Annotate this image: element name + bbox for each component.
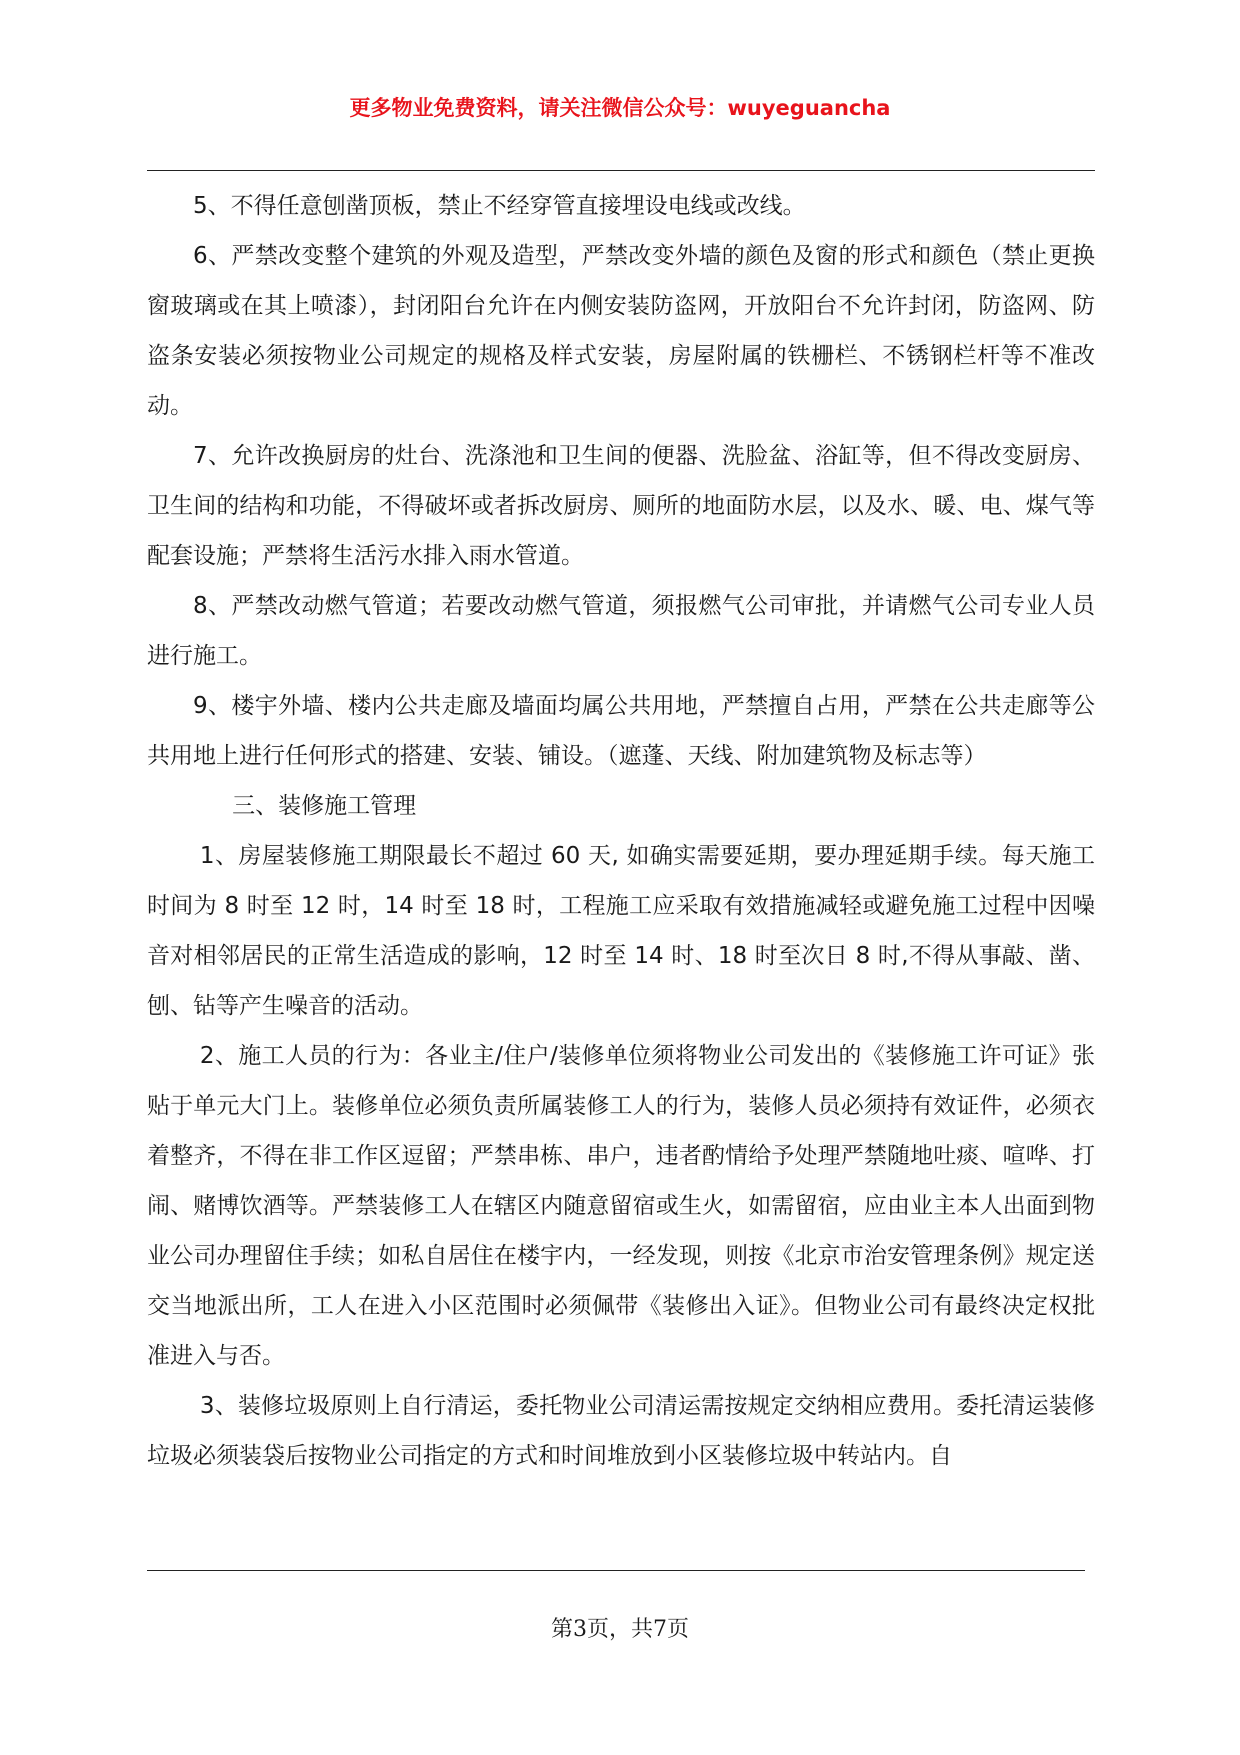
paragraph-item-7: 7、允许改换厨房的灶台、洗涤池和卫生间的便器、洗脸盆、浴缸等，但不得改变厨房、卫生间的结构和功能，不得破坏或者拆改厨房、厕所的地面防水层，以及水、暖、电、煤气等配套设施；严禁将生活污水排入雨水管道。 [147, 443, 1095, 569]
paragraph-item-9: 9、楼宇外墙、楼内公共走廊及墙面均属公共用地，严禁擅自占用，严禁在公共走廊等公共用地上进行任何形式的搭建、安装、铺设。（遮蓬、天线、附加建筑物及标志等） [147, 693, 1095, 769]
paragraph-item-8: 8、严禁改动燃气管道；若要改动燃气管道，须报燃气公司审批，并请燃气公司专业人员进行施工。 [147, 593, 1095, 669]
paragraph-waste-removal: 3、装修垃圾原则上自行清运，委托物业公司清运需按规定交纳相应费用。委托清运装修垃圾必须装袋后按物业公司指定的方式和时间堆放到小区装修垃圾中转站内。自 [147, 1393, 1095, 1469]
footer-rule [147, 1570, 1085, 1571]
paragraph-item-5: 5、不得任意刨凿顶板，禁止不经穿管直接埋设电线或改线。 [193, 193, 806, 219]
paragraph-worker-conduct: 2、施工人员的行为：各业主/住户/装修单位须将物业公司发出的《装修施工许可证》张贴于单元大门上。装修单位必须负责所属装修工人的行为，装修人员必须持有效证件，必须衣着整齐，不得在非工作区逗留；严禁串栋、串户，违者酌情给予处理严禁随地吐痰、喧哗、打闹、赌博饮酒等。严禁装修工人在辖区内随意留宿或生火，如需留宿，应由业主本人出面到物业公司办理留住手续；如私自居住在楼宇内，一经发现，则按《北京市治安管理条例》规定送交当地派出所，工人在进入小区范围时必须佩带《装修出入证》。但物业公司有最终决定权批准进入与否。 [147, 1043, 1095, 1369]
header-banner: 更多物业免费资料，请关注微信公众号：wuyeguancha [349, 96, 891, 120]
section-heading: 三、装修施工管理 [232, 793, 417, 819]
paragraph-construction-period: 1、房屋装修施工期限最长不超过 60 天, 如确实需要延期，要办理延期手续。每天施工时间为 8 时至 12 时，14 时至 18 时，工程施工应采取有效措施减轻或避免施工过程中因噪音对相邻居民的正常生活造成的影响，12 时至 14 时、18 时至次日 8 时,不得从事敲、凿、刨、钻等产生噪音的活动。 [147, 843, 1095, 1019]
page-number: 第3页，共7页 [551, 1617, 689, 1642]
paragraph-item-6: 6、严禁改变整个建筑的外观及造型，严禁改变外墙的颜色及窗的形式和颜色（禁止更换窗玻璃或在其上喷漆），封闭阳台允许在内侧安装防盗网，开放阳台不允许封闭，防盗网、防盗条安装必须按物业公司规定的规格及样式安装，房屋附属的铁栅栏、不锈钢栏杆等不准改动。 [147, 243, 1095, 419]
document-body [147, 181, 1095, 1481]
header-rule [147, 170, 1095, 171]
